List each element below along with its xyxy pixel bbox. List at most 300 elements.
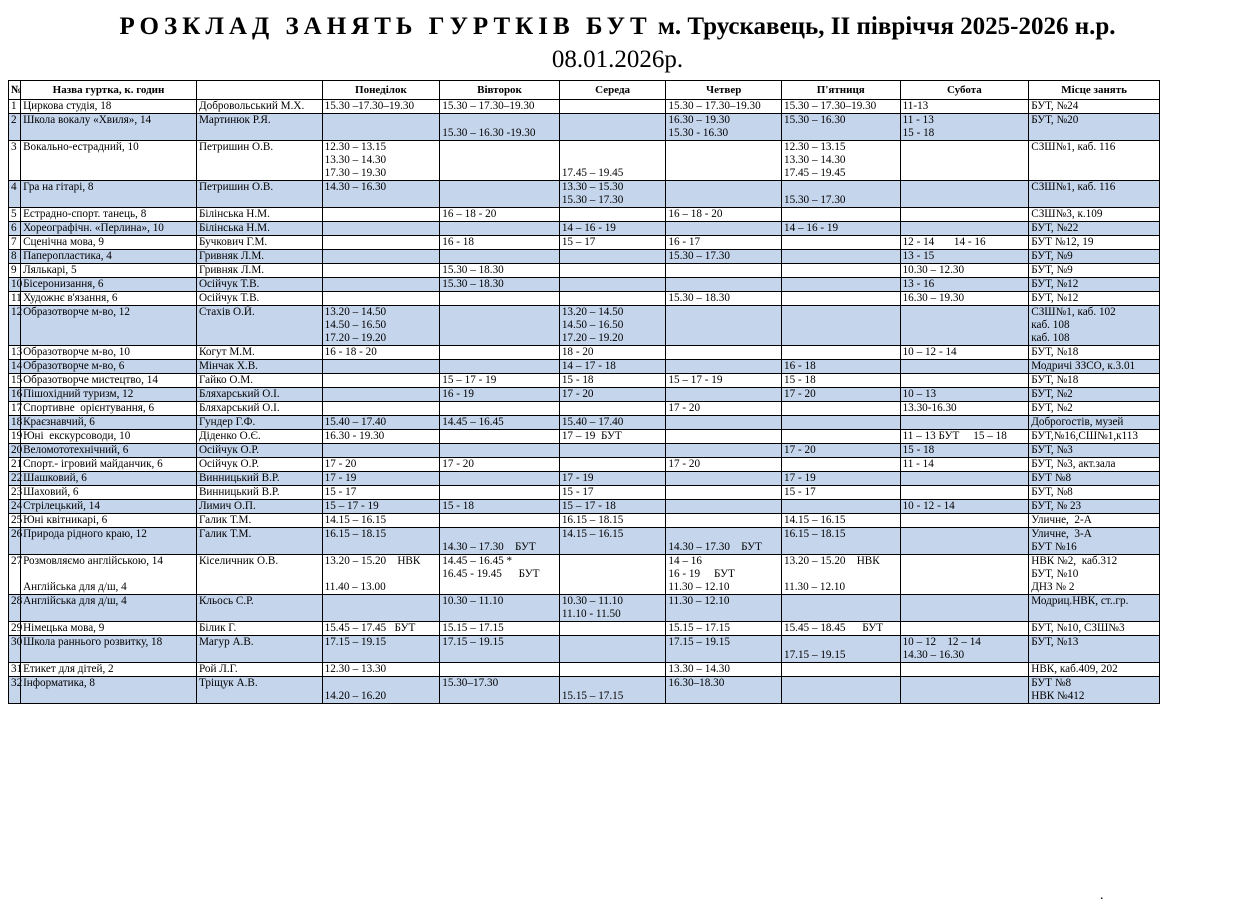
cell-thursday: 11.30 – 12.10 xyxy=(666,595,782,622)
cell-friday xyxy=(781,677,900,704)
cell-saturday xyxy=(900,416,1029,430)
cell-wednesday: 14.15 – 16.15 xyxy=(559,528,666,555)
cell-club-name: Спортивне орієнтування, 6 xyxy=(21,402,197,416)
table-row xyxy=(9,181,1160,208)
cell-monday: 12.30 – 13.30 xyxy=(322,663,440,677)
cell-monday xyxy=(322,292,440,306)
cell-saturday: 15 - 18 xyxy=(900,444,1029,458)
cell-tuesday: 15.30 – 16.30 -19.30 xyxy=(440,114,560,141)
cell-club-name: Образотворче м-во, 12 xyxy=(21,306,197,346)
cell-monday xyxy=(322,595,440,622)
cell-club-name: Пішохідний туризм, 12 xyxy=(21,388,197,402)
cell-number: 27 xyxy=(9,555,21,595)
cell-monday xyxy=(322,208,440,222)
cell-location: БУТ, №12 xyxy=(1029,292,1160,306)
cell-friday: 14 – 16 - 19 xyxy=(781,222,900,236)
table-row xyxy=(9,100,1160,114)
cell-monday: 14.30 – 16.30 xyxy=(322,181,440,208)
cell-teacher: Білінська Н.М. xyxy=(196,208,322,222)
cell-friday: 16.15 – 18.15 xyxy=(781,528,900,555)
table-row xyxy=(9,222,1160,236)
cell-tuesday xyxy=(440,306,560,346)
cell-location: БУТ №12, 19 xyxy=(1029,236,1160,250)
cell-location: БУТ №8 xyxy=(1029,472,1160,486)
cell-monday xyxy=(322,360,440,374)
cell-club-name: Образотворче м-во, 6 xyxy=(21,360,197,374)
cell-location: Модричі ЗЗСО, к.3.01 xyxy=(1029,360,1160,374)
cell-club-name: Гра на гітарі, 8 xyxy=(21,181,197,208)
cell-thursday: 15.30 – 18.30 xyxy=(666,292,782,306)
cell-friday xyxy=(781,250,900,264)
cell-teacher: Бляхарський О.І. xyxy=(196,402,322,416)
cell-club-name: Шашковий, 6 xyxy=(21,472,197,486)
cell-monday xyxy=(322,402,440,416)
cell-number: 23 xyxy=(9,486,21,500)
cell-thursday xyxy=(666,430,782,444)
title-main: РОЗКЛАД ЗАНЯТЬ ГУРТКІВ БУТ xyxy=(119,13,652,40)
table-row xyxy=(9,472,1160,486)
cell-saturday: 13 - 15 xyxy=(900,250,1029,264)
cell-thursday xyxy=(666,388,782,402)
cell-thursday: 16 - 17 xyxy=(666,236,782,250)
cell-friday xyxy=(781,458,900,472)
cell-club-name: Інформатика, 8 xyxy=(21,677,197,704)
page-mark: . xyxy=(1100,888,1104,903)
cell-number: 20 xyxy=(9,444,21,458)
cell-number: 29 xyxy=(9,622,21,636)
cell-teacher: Діденко О.Є. xyxy=(196,430,322,444)
table-row xyxy=(9,250,1160,264)
cell-number: 21 xyxy=(9,458,21,472)
cell-club-name: Художнє в'язання, 6 xyxy=(21,292,197,306)
cell-tuesday xyxy=(440,141,560,181)
cell-friday xyxy=(781,278,900,292)
table-row xyxy=(9,346,1160,360)
cell-number: 14 xyxy=(9,360,21,374)
cell-club-name: Стрілецький, 14 xyxy=(21,500,197,514)
cell-number: 28 xyxy=(9,595,21,622)
cell-club-name: Циркова студія, 18 xyxy=(21,100,197,114)
cell-tuesday: 15 - 18 xyxy=(440,500,560,514)
cell-number: 4 xyxy=(9,181,21,208)
cell-wednesday: 17 - 19 xyxy=(559,472,666,486)
cell-friday xyxy=(781,208,900,222)
cell-tuesday: 15.30 – 17.30–19.30 xyxy=(440,100,560,114)
cell-location: БУТ, №2 xyxy=(1029,402,1160,416)
cell-location: БУТ, №22 xyxy=(1029,222,1160,236)
cell-thursday: 15 – 17 - 19 xyxy=(666,374,782,388)
cell-wednesday xyxy=(559,636,666,663)
cell-wednesday: 15 – 17 xyxy=(559,236,666,250)
table-row xyxy=(9,208,1160,222)
cell-thursday xyxy=(666,306,782,346)
cell-thursday xyxy=(666,514,782,528)
cell-friday: 17 - 20 xyxy=(781,444,900,458)
table-row xyxy=(9,236,1160,250)
cell-number: 1 xyxy=(9,100,21,114)
cell-wednesday xyxy=(559,402,666,416)
cell-number: 19 xyxy=(9,430,21,444)
cell-number: 15 xyxy=(9,374,21,388)
cell-monday: 13.20 – 15.20 НВК 11.40 – 13.00 xyxy=(322,555,440,595)
cell-wednesday: 17 - 20 xyxy=(559,388,666,402)
cell-tuesday xyxy=(440,346,560,360)
cell-location: Уличне, 3-А БУТ №16 xyxy=(1029,528,1160,555)
cell-wednesday: 13.30 – 15.30 15.30 – 17.30 xyxy=(559,181,666,208)
cell-teacher: Кіселичник О.В. xyxy=(196,555,322,595)
cell-club-name: Веломототехнічний, 6 xyxy=(21,444,197,458)
cell-monday xyxy=(322,114,440,141)
cell-club-name: Спорт.- ігровий майданчик, 6 xyxy=(21,458,197,472)
cell-saturday: 13.30-16.30 xyxy=(900,402,1029,416)
cell-thursday xyxy=(666,472,782,486)
cell-monday xyxy=(322,374,440,388)
header-club-name: Назва гуртка, к. годин xyxy=(21,81,197,100)
cell-saturday xyxy=(900,141,1029,181)
cell-tuesday: 16 - 18 xyxy=(440,236,560,250)
cell-location: БУТ,№16,СШ№1,к113 xyxy=(1029,430,1160,444)
cell-location: БУТ, №24 xyxy=(1029,100,1160,114)
cell-number: 30 xyxy=(9,636,21,663)
cell-club-name: Юні квітникарі, 6 xyxy=(21,514,197,528)
cell-saturday xyxy=(900,306,1029,346)
cell-saturday xyxy=(900,663,1029,677)
cell-friday: 12.30 – 13.15 13.30 – 14.30 17.45 – 19.45 xyxy=(781,141,900,181)
page-title xyxy=(0,12,1235,42)
cell-location: Доброгостів, музей xyxy=(1029,416,1160,430)
cell-thursday xyxy=(666,264,782,278)
cell-number: 31 xyxy=(9,663,21,677)
cell-saturday: 10 – 12 12 – 14 14.30 – 16.30 xyxy=(900,636,1029,663)
cell-friday: 13.20 – 15.20 НВК 11.30 – 12.10 xyxy=(781,555,900,595)
cell-thursday: 16.30–18.30 xyxy=(666,677,782,704)
cell-wednesday: 15.15 – 17.15 xyxy=(559,677,666,704)
cell-club-name: Шаховий, 6 xyxy=(21,486,197,500)
cell-monday: 15 - 17 xyxy=(322,486,440,500)
cell-number: 32 xyxy=(9,677,21,704)
cell-friday xyxy=(781,306,900,346)
cell-location: БУТ, №9 xyxy=(1029,264,1160,278)
table-row xyxy=(9,430,1160,444)
cell-thursday xyxy=(666,500,782,514)
cell-wednesday xyxy=(559,444,666,458)
table-row xyxy=(9,416,1160,430)
table-row xyxy=(9,374,1160,388)
cell-tuesday xyxy=(440,402,560,416)
cell-thursday: 17 - 20 xyxy=(666,402,782,416)
cell-number: 5 xyxy=(9,208,21,222)
table-row xyxy=(9,360,1160,374)
cell-location: СЗШ№3, к.109 xyxy=(1029,208,1160,222)
cell-club-name: Лялькарі, 5 xyxy=(21,264,197,278)
cell-club-name: Образотворче мистецтво, 14 xyxy=(21,374,197,388)
cell-monday: 15.45 – 17.45 БУТ xyxy=(322,622,440,636)
cell-number: 6 xyxy=(9,222,21,236)
table-row xyxy=(9,458,1160,472)
cell-saturday xyxy=(900,181,1029,208)
table-row xyxy=(9,528,1160,555)
cell-thursday xyxy=(666,416,782,430)
cell-wednesday xyxy=(559,114,666,141)
cell-friday: 15.30 – 17.30 xyxy=(781,181,900,208)
cell-thursday: 14 – 16 16 - 19 БУТ 11.30 – 12.10 xyxy=(666,555,782,595)
cell-teacher: Лимич О.П. xyxy=(196,500,322,514)
cell-friday: 15 - 18 xyxy=(781,374,900,388)
cell-club-name: Естрадно-спорт. танець, 8 xyxy=(21,208,197,222)
cell-teacher: Кльось С.Р. xyxy=(196,595,322,622)
cell-club-name: Краєзнавчий, 6 xyxy=(21,416,197,430)
cell-friday xyxy=(781,236,900,250)
cell-club-name: Школа раннього розвитку, 18 xyxy=(21,636,197,663)
table-row xyxy=(9,663,1160,677)
cell-club-name: Німецька мова, 9 xyxy=(21,622,197,636)
cell-thursday xyxy=(666,278,782,292)
cell-friday xyxy=(781,500,900,514)
cell-tuesday: 15.30 – 18.30 xyxy=(440,264,560,278)
table-row xyxy=(9,306,1160,346)
cell-wednesday: 13.20 – 14.50 14.50 – 16.50 17.20 – 19.20 xyxy=(559,306,666,346)
cell-saturday xyxy=(900,472,1029,486)
cell-location: СЗШ№1, каб. 116 xyxy=(1029,181,1160,208)
cell-location: БУТ, №9 xyxy=(1029,250,1160,264)
cell-club-name: Сценічна мова, 9 xyxy=(21,236,197,250)
cell-teacher: Галик Т.М. xyxy=(196,528,322,555)
cell-wednesday: 15 – 17 - 18 xyxy=(559,500,666,514)
cell-location: БУТ, №12 xyxy=(1029,278,1160,292)
cell-tuesday: 15.30 – 18.30 xyxy=(440,278,560,292)
table-row xyxy=(9,595,1160,622)
cell-monday xyxy=(322,222,440,236)
cell-wednesday: 17 – 19 БУТ xyxy=(559,430,666,444)
cell-teacher: Бучкович Г.М. xyxy=(196,236,322,250)
cell-wednesday xyxy=(559,292,666,306)
cell-teacher: Тріщук А.В. xyxy=(196,677,322,704)
cell-tuesday xyxy=(440,663,560,677)
cell-teacher: Мінчак Х.В. xyxy=(196,360,322,374)
header-saturday: Субота xyxy=(900,81,1029,100)
table-row xyxy=(9,444,1160,458)
cell-wednesday xyxy=(559,208,666,222)
cell-monday xyxy=(322,278,440,292)
header-thursday: Четвер xyxy=(666,81,782,100)
table-row xyxy=(9,114,1160,141)
cell-friday: 17 - 20 xyxy=(781,388,900,402)
cell-wednesday xyxy=(559,100,666,114)
cell-thursday: 16 – 18 - 20 xyxy=(666,208,782,222)
cell-thursday: 15.30 – 17.30–19.30 xyxy=(666,100,782,114)
cell-wednesday xyxy=(559,264,666,278)
cell-saturday: 10 - 12 - 14 xyxy=(900,500,1029,514)
cell-saturday: 11 - 14 xyxy=(900,458,1029,472)
cell-teacher: Винницький В.Р. xyxy=(196,472,322,486)
cell-club-name: Етикет для дітей, 2 xyxy=(21,663,197,677)
cell-friday xyxy=(781,292,900,306)
cell-tuesday xyxy=(440,222,560,236)
table-row xyxy=(9,555,1160,595)
cell-thursday xyxy=(666,444,782,458)
cell-thursday: 15.15 – 17.15 xyxy=(666,622,782,636)
cell-saturday xyxy=(900,528,1029,555)
cell-club-name: Школа вокалу «Хвиля», 14 xyxy=(21,114,197,141)
cell-saturday: 12 - 14 14 - 16 xyxy=(900,236,1029,250)
cell-location: НВК №2, каб.312 БУТ, №10 ДНЗ № 2 xyxy=(1029,555,1160,595)
cell-friday xyxy=(781,346,900,360)
cell-thursday xyxy=(666,181,782,208)
cell-location: БУТ, №20 xyxy=(1029,114,1160,141)
header-location: Місце занять xyxy=(1029,81,1160,100)
cell-teacher: Гривняк Л.М. xyxy=(196,264,322,278)
cell-tuesday xyxy=(440,360,560,374)
cell-teacher: Рой Л.Г. xyxy=(196,663,322,677)
cell-monday: 14.20 – 16.20 xyxy=(322,677,440,704)
cell-tuesday xyxy=(440,514,560,528)
cell-wednesday xyxy=(559,278,666,292)
table-row xyxy=(9,278,1160,292)
cell-teacher: Осійчук Т.В. xyxy=(196,278,322,292)
cell-location: Уличне, 2-А xyxy=(1029,514,1160,528)
cell-friday: 16 - 18 xyxy=(781,360,900,374)
cell-monday: 16.30 - 19.30 xyxy=(322,430,440,444)
cell-monday: 13.20 – 14.50 14.50 – 16.50 17.20 – 19.20 xyxy=(322,306,440,346)
cell-teacher: Когут М.М. xyxy=(196,346,322,360)
cell-monday: 16.15 – 18.15 xyxy=(322,528,440,555)
cell-wednesday: 14 – 17 - 18 xyxy=(559,360,666,374)
cell-teacher: Петришин О.В. xyxy=(196,141,322,181)
cell-tuesday: 10.30 – 11.10 xyxy=(440,595,560,622)
cell-teacher: Осійчук Т.В. xyxy=(196,292,322,306)
cell-saturday: 11 – 13 БУТ 15 – 18 xyxy=(900,430,1029,444)
cell-teacher: Галик Т.М. xyxy=(196,514,322,528)
cell-friday: 17.15 – 19.15 xyxy=(781,636,900,663)
cell-club-name: Розмовляємо англійською, 14 Англійська для д/ш, 4 xyxy=(21,555,197,595)
cell-number: 9 xyxy=(9,264,21,278)
cell-saturday xyxy=(900,208,1029,222)
cell-tuesday: 14.45 – 16.45 xyxy=(440,416,560,430)
cell-wednesday: 14 – 16 - 19 xyxy=(559,222,666,236)
cell-thursday: 17 - 20 xyxy=(666,458,782,472)
cell-number: 3 xyxy=(9,141,21,181)
cell-friday: 15.30 – 17.30–19.30 xyxy=(781,100,900,114)
cell-saturday: 10.30 – 12.30 xyxy=(900,264,1029,278)
cell-tuesday: 17 - 20 xyxy=(440,458,560,472)
cell-saturday xyxy=(900,555,1029,595)
cell-wednesday xyxy=(559,663,666,677)
cell-tuesday: 15.15 – 17.15 xyxy=(440,622,560,636)
cell-club-name: Юні екскурсоводи, 10 xyxy=(21,430,197,444)
cell-saturday: 11-13 xyxy=(900,100,1029,114)
cell-number: 10 xyxy=(9,278,21,292)
cell-club-name: Паперопластика, 4 xyxy=(21,250,197,264)
cell-number: 16 xyxy=(9,388,21,402)
cell-teacher: Петришин О.В. xyxy=(196,181,322,208)
cell-tuesday: 17.15 – 19.15 xyxy=(440,636,560,663)
cell-teacher: Стахів О.Й. xyxy=(196,306,322,346)
cell-thursday: 16.30 – 19.30 15.30 - 16.30 xyxy=(666,114,782,141)
table-row xyxy=(9,292,1160,306)
table-row xyxy=(9,141,1160,181)
cell-location: БУТ, №10, СЗШ№3 xyxy=(1029,622,1160,636)
cell-wednesday xyxy=(559,555,666,595)
table-row xyxy=(9,677,1160,704)
cell-number: 13 xyxy=(9,346,21,360)
header-monday: Понеділок xyxy=(322,81,440,100)
cell-tuesday xyxy=(440,430,560,444)
cell-friday xyxy=(781,430,900,444)
cell-teacher: Мартинюк Р.Я. xyxy=(196,114,322,141)
cell-saturday: 16.30 – 19.30 xyxy=(900,292,1029,306)
cell-location: БУТ, №18 xyxy=(1029,374,1160,388)
cell-location: Модриц.НВК, ст..гр. xyxy=(1029,595,1160,622)
cell-monday: 12.30 – 13.15 13.30 – 14.30 17.30 – 19.30 xyxy=(322,141,440,181)
cell-location: БУТ, №13 xyxy=(1029,636,1160,663)
cell-friday: 15.30 – 16.30 xyxy=(781,114,900,141)
cell-thursday xyxy=(666,141,782,181)
cell-teacher: Гривняк Л.М. xyxy=(196,250,322,264)
cell-thursday xyxy=(666,222,782,236)
cell-wednesday: 15 - 18 xyxy=(559,374,666,388)
cell-club-name: Англійська для д/ш, 4 xyxy=(21,595,197,622)
cell-location: СЗШ№1, каб. 102 каб. 108 каб. 108 xyxy=(1029,306,1160,346)
table-row xyxy=(9,486,1160,500)
cell-monday: 16 - 18 - 20 xyxy=(322,346,440,360)
cell-tuesday: 14.45 – 16.45 * 16.45 - 19.45 БУТ xyxy=(440,555,560,595)
cell-number: 12 xyxy=(9,306,21,346)
cell-tuesday xyxy=(440,181,560,208)
cell-saturday xyxy=(900,374,1029,388)
cell-number: 17 xyxy=(9,402,21,416)
cell-club-name: Бісеронизання, 6 xyxy=(21,278,197,292)
cell-club-name: Вокально-естрадний, 10 xyxy=(21,141,197,181)
header-number: № xyxy=(9,81,21,100)
cell-saturday: 10 – 12 - 14 xyxy=(900,346,1029,360)
cell-teacher: Осійчук О.Р. xyxy=(196,458,322,472)
cell-saturday xyxy=(900,360,1029,374)
cell-wednesday: 16.15 – 18.15 xyxy=(559,514,666,528)
table-header-row xyxy=(9,81,1160,100)
cell-friday xyxy=(781,402,900,416)
cell-saturday xyxy=(900,514,1029,528)
header-wednesday: Середа xyxy=(559,81,666,100)
cell-thursday: 14.30 – 17.30 БУТ xyxy=(666,528,782,555)
cell-club-name: Образотворче м-во, 10 xyxy=(21,346,197,360)
cell-wednesday: 15 - 17 xyxy=(559,486,666,500)
cell-teacher: Гундер Г.Ф. xyxy=(196,416,322,430)
cell-saturday: 13 - 16 xyxy=(900,278,1029,292)
cell-saturday xyxy=(900,486,1029,500)
cell-monday: 17 - 19 xyxy=(322,472,440,486)
header-friday: П'ятниця xyxy=(781,81,900,100)
cell-teacher: Магур А.В. xyxy=(196,636,322,663)
cell-wednesday: 18 - 20 xyxy=(559,346,666,360)
cell-friday: 15 - 17 xyxy=(781,486,900,500)
cell-location: БУТ, №18 xyxy=(1029,346,1160,360)
cell-saturday xyxy=(900,595,1029,622)
cell-monday: 15.40 – 17.40 xyxy=(322,416,440,430)
table-row xyxy=(9,500,1160,514)
cell-location: НВК, каб.409, 202 xyxy=(1029,663,1160,677)
cell-monday: 14.15 – 16.15 xyxy=(322,514,440,528)
cell-location: БУТ, №8 xyxy=(1029,486,1160,500)
cell-location: БУТ №8 НВК №412 xyxy=(1029,677,1160,704)
cell-club-name: Природа рідного краю, 12 xyxy=(21,528,197,555)
cell-tuesday: 15.30–17.30 xyxy=(440,677,560,704)
cell-tuesday xyxy=(440,444,560,458)
table-row xyxy=(9,264,1160,278)
cell-monday: 15.30 –17.30–19.30 xyxy=(322,100,440,114)
cell-tuesday xyxy=(440,472,560,486)
cell-thursday: 17.15 – 19.15 xyxy=(666,636,782,663)
cell-wednesday: 15.40 – 17.40 xyxy=(559,416,666,430)
